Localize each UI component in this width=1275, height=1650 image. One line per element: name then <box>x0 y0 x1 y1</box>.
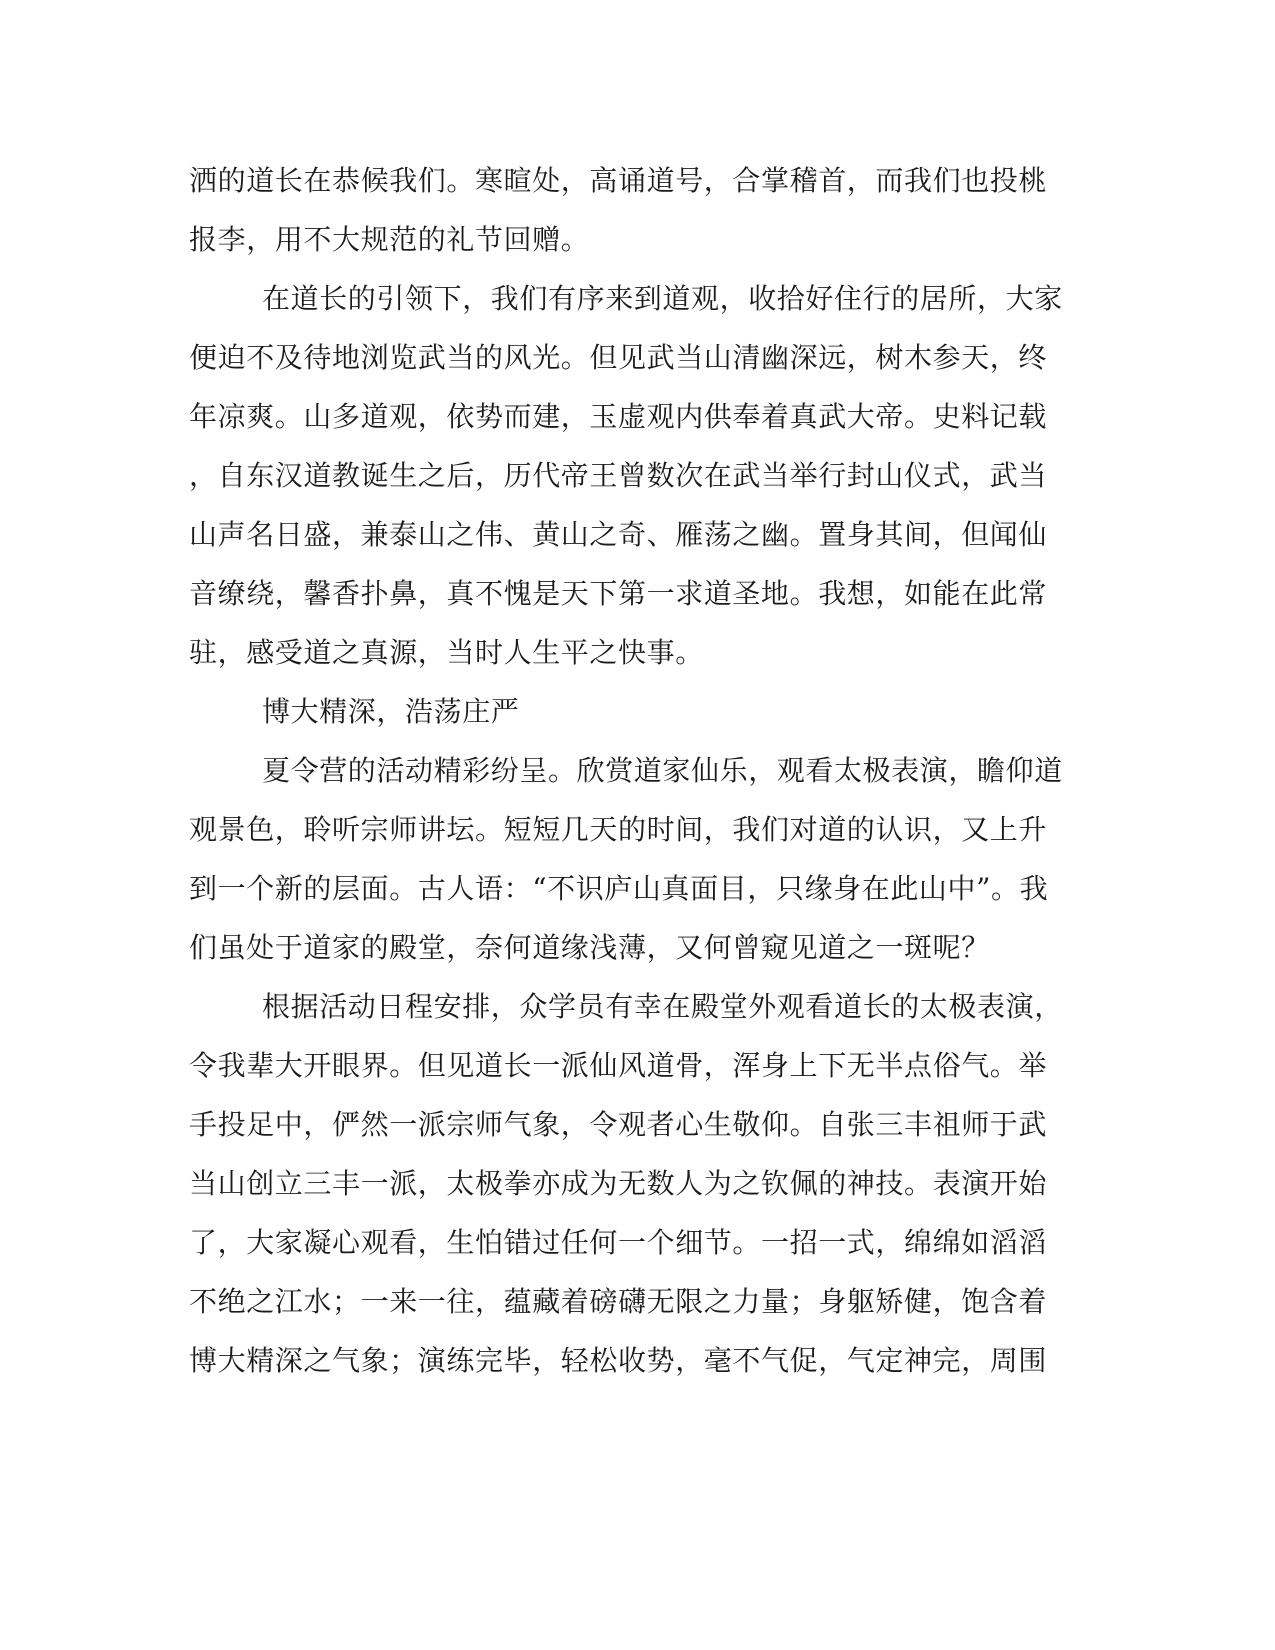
paragraph-line: 山声名日盛，兼泰山之伟、黄山之奇、雁荡之幽。置身其间，但闻仙 <box>189 518 1048 551</box>
paragraph-line: 手投足中，俨然一派宗师气象，令观者心生敬仰。自张三丰祖师于武 <box>189 1108 1048 1141</box>
paragraph-line: 报李，用不大规范的礼节回赠。 <box>189 223 590 256</box>
section-heading: 博大精深，浩荡庄严 <box>262 695 520 728</box>
paragraph-line: 们虽处于道家的殿堂，奈何道缘浅薄，又何曾窥见道之一斑呢？ <box>189 931 990 964</box>
paragraph-line: 便迫不及待地浏览武当的风光。但见武当山清幽深远，树木参天，终 <box>189 341 1048 374</box>
paragraph-line: 驻，感受道之真源，当时人生平之快事。 <box>189 636 704 669</box>
paragraph-line: ，自东汉道教诞生之后，历代帝王曾数次在武当举行封山仪式，武当 <box>189 459 1048 492</box>
paragraph-line: 在道长的引领下，我们有序来到道观，收拾好住行的居所，大家 <box>262 282 1063 315</box>
paragraph-line: 博大精深之气象；演练完毕，轻松收势，毫不气促，气定神完，周围 <box>189 1344 1048 1377</box>
paragraph-line: 洒的道长在恭候我们。寒暄处，高诵道号，合掌稽首，而我们也投桃 <box>189 164 1048 197</box>
paragraph-line: 了，大家凝心观看，生怕错过任何一个细节。一招一式，绵绵如滔滔 <box>189 1226 1048 1259</box>
paragraph-line: 音缭绕，馨香扑鼻，真不愧是天下第一求道圣地。我想，如能在此常 <box>189 577 1048 610</box>
paragraph-line: 根据活动日程安排，众学员有幸在殿堂外观看道长的太极表演， <box>262 990 1063 1023</box>
paragraph-line: 夏令营的活动精彩纷呈。欣赏道家仙乐，观看太极表演，瞻仰道 <box>262 754 1063 787</box>
paragraph-line: 观景色，聆听宗师讲坛。短短几天的时间，我们对道的认识，又上升 <box>189 813 1048 846</box>
paragraph-line: 不绝之江水；一来一往，蕴藏着磅礴无限之力量；身躯矫健，饱含着 <box>189 1285 1048 1318</box>
paragraph-line: 到一个新的层面。古人语：“不识庐山真面目，只缘身在此山中”。我 <box>189 872 1049 905</box>
paragraph-line: 年凉爽。山多道观，依势而建，玉虚观内供奉着真武大帝。史料记载 <box>189 400 1048 433</box>
paragraph-line: 令我辈大开眼界。但见道长一派仙风道骨，浑身上下无半点俗气。举 <box>189 1049 1048 1082</box>
paragraph-line: 当山创立三丰一派，太极拳亦成为无数人为之钦佩的神技。表演开始 <box>189 1167 1048 1200</box>
